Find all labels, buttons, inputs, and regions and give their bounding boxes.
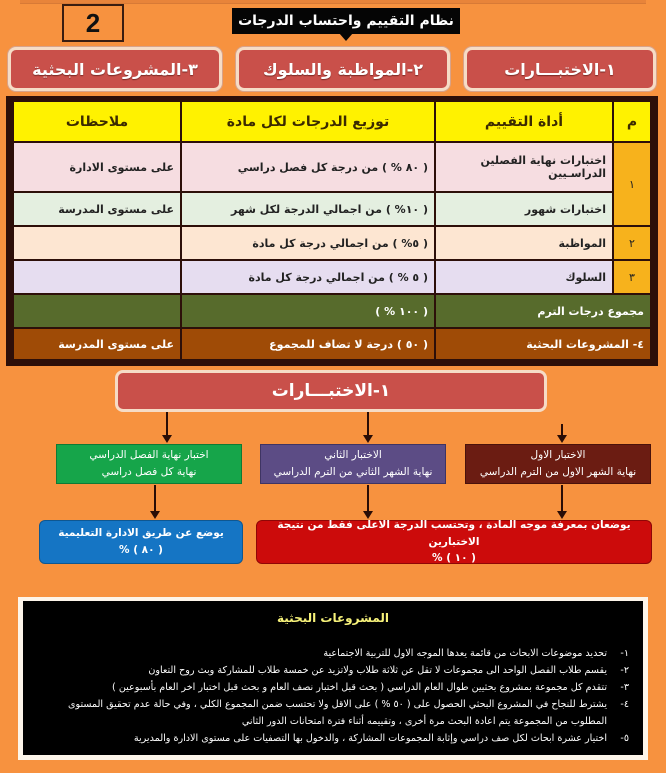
arrow-down-icon bbox=[150, 511, 160, 519]
arrow-down-icon bbox=[162, 435, 172, 443]
list-item-number: ١- bbox=[620, 648, 629, 659]
category-tests bbox=[464, 47, 656, 91]
row-number: ٣ bbox=[613, 260, 651, 294]
category-research-projects bbox=[8, 47, 222, 91]
total-row bbox=[13, 294, 651, 328]
row-number-text: ١ bbox=[629, 177, 635, 191]
list-item-number: ٥- bbox=[620, 733, 629, 744]
projects-row bbox=[13, 328, 651, 360]
test-second-subtitle: نهاية الشهر الثاني من الترم الدراسي bbox=[273, 466, 433, 478]
list-item bbox=[37, 662, 629, 679]
grading-table bbox=[6, 96, 658, 366]
list-item bbox=[37, 730, 629, 747]
row-distribution: ( ١٠% ) من اجمالي الدرجة لكل شهر bbox=[181, 192, 435, 226]
list-item-text: تتقدم كل مجموعة بمشروع بحثيين طوال العام الدراسي ( بحث قبل اختبار نصف العام و بحث قبل اختبار اخر العام بأسبوعين ) bbox=[112, 682, 607, 693]
table-row bbox=[13, 226, 651, 260]
row-notes bbox=[13, 226, 181, 260]
research-projects-title: المشروعات البحثية bbox=[277, 611, 389, 625]
total-notes bbox=[13, 294, 181, 328]
page-number-box bbox=[62, 4, 124, 42]
result-monthly-text: يوضعان بمعرفة موجه المادة ، وتحتسب الدرجة الاعلى فقط من نتيجة الاختبارين bbox=[277, 518, 631, 548]
projects-distribution: ( ٥٠ ) درجة لا تضاف للمجموع bbox=[181, 328, 435, 360]
header-m: م bbox=[613, 101, 651, 142]
connector-line bbox=[154, 485, 156, 512]
page-title bbox=[232, 8, 460, 34]
result-monthly-percent: ( ١٠ ) % bbox=[432, 552, 476, 565]
table-row bbox=[13, 142, 651, 192]
projects-label: ٤- المشروعات البحثية bbox=[435, 328, 651, 360]
row-tool: اختبارات شهور bbox=[435, 192, 613, 226]
result-final-percent: ( ٨٠ ) % bbox=[119, 544, 163, 556]
list-item bbox=[37, 679, 629, 696]
research-projects-panel bbox=[18, 597, 648, 760]
test-second-title: الاختبار الثاني bbox=[324, 449, 382, 462]
tests-heading-text: ١-الاختبـــارات bbox=[271, 381, 391, 401]
row-number bbox=[613, 142, 651, 226]
category-attendance-behavior bbox=[236, 47, 450, 91]
connector-line bbox=[367, 485, 369, 512]
connector-line bbox=[367, 412, 369, 436]
row-notes: على مستوى الادارة bbox=[13, 142, 181, 192]
row-tool: السلوك bbox=[435, 260, 613, 294]
title-arrow-icon bbox=[339, 33, 353, 41]
result-final-text: يوضع عن طريق الادارة التعليمية bbox=[58, 527, 224, 540]
row-distribution: ( ٨٠ % ) من درجة كل فصل دراسي bbox=[181, 142, 435, 192]
list-item-text: يقسم طلاب الفصل الواحد الى مجموعات لا تقل عن ثلاثة طلاب ولاتزيد عن خمسة طلاب للمشاركة وبث روح التعاون bbox=[148, 665, 607, 676]
row-tool: اختبارات نهاية الفصلين الدراسـيين bbox=[435, 142, 613, 192]
row-tool: المواظبة bbox=[435, 226, 613, 260]
test-first bbox=[465, 444, 651, 484]
row-distribution: ( ٥ % ) من اجمالي درجة كل مادة bbox=[181, 260, 435, 294]
list-item-number: ٣- bbox=[620, 682, 629, 693]
test-second bbox=[260, 444, 446, 484]
test-first-subtitle: نهاية الشهر الاول من الترم الدراسي bbox=[479, 466, 637, 478]
row-number: ٢ bbox=[613, 226, 651, 260]
list-item-text: تحديد موضوعات الابحاث من قائمة يعدها الموجه الاول للتربية الاجتماعية bbox=[323, 648, 607, 659]
connector-line bbox=[166, 412, 168, 436]
arrow-down-icon bbox=[363, 435, 373, 443]
header-tool: أداة التقييم bbox=[435, 101, 613, 142]
result-monthly bbox=[256, 520, 652, 564]
list-item-number: ٢- bbox=[620, 665, 629, 676]
row-notes bbox=[13, 260, 181, 294]
row-distribution: ( ٥% ) من اجمالي درجة كل مادة bbox=[181, 226, 435, 260]
header-notes: ملاحظات bbox=[13, 101, 181, 142]
test-final-subtitle: نهاية كل فصل دراسي bbox=[101, 466, 197, 478]
total-label: مجموع درجات الترم bbox=[435, 294, 651, 328]
list-item-text: يشترط للنجاح في المشروع البحثي الحصول على ( ٥٠ % ) على الاقل ولا تحتسب ضمن المجموع الكلي ، وفي حالة عدم تحقيق المستوى المطلوب من المجموعة يتم اعادة البحث مرة أخرى ، وتقييمه أثناء فترة امتحانات الدور الثاني bbox=[67, 699, 607, 727]
row-notes: على مستوى المدرسة bbox=[13, 192, 181, 226]
page-number: 2 bbox=[85, 7, 101, 38]
header-distribution: توزيع الدرجات لكل مادة bbox=[181, 101, 435, 142]
arrow-down-icon bbox=[557, 435, 567, 443]
tests-heading bbox=[115, 370, 547, 412]
page-title-text: نظام التقييم واحتساب الدرجات bbox=[238, 13, 454, 29]
table-row bbox=[13, 192, 651, 226]
table-header-row bbox=[13, 101, 651, 142]
total-distribution: ( ١٠٠ % ) bbox=[181, 294, 435, 328]
category-projects-label: ٣-المشروعات البحثية bbox=[32, 59, 198, 79]
list-item-text: اختيار عشرة ابحاث لكل صف دراسي وإثابة المجموعات المشاركة ، والدخول بها التصفيات على مستوى الادارة والمديرية bbox=[133, 733, 607, 744]
test-final bbox=[56, 444, 242, 484]
result-final bbox=[39, 520, 243, 564]
test-final-title: اختبار نهاية الفصل الدراسي bbox=[89, 449, 209, 462]
category-tests-label: ١-الاختبـــارات bbox=[504, 59, 616, 79]
category-attendance-label: ٢-المواظبة والسلوك bbox=[263, 59, 423, 79]
connector-line bbox=[561, 485, 563, 512]
list-item bbox=[37, 645, 629, 662]
list-item bbox=[37, 696, 629, 730]
table-row bbox=[13, 260, 651, 294]
projects-notes: على مستوى المدرسة bbox=[13, 328, 181, 360]
test-first-title: الاختبار الاول bbox=[530, 449, 586, 462]
research-projects-list bbox=[37, 645, 629, 747]
list-item-number: ٤- bbox=[620, 699, 629, 710]
